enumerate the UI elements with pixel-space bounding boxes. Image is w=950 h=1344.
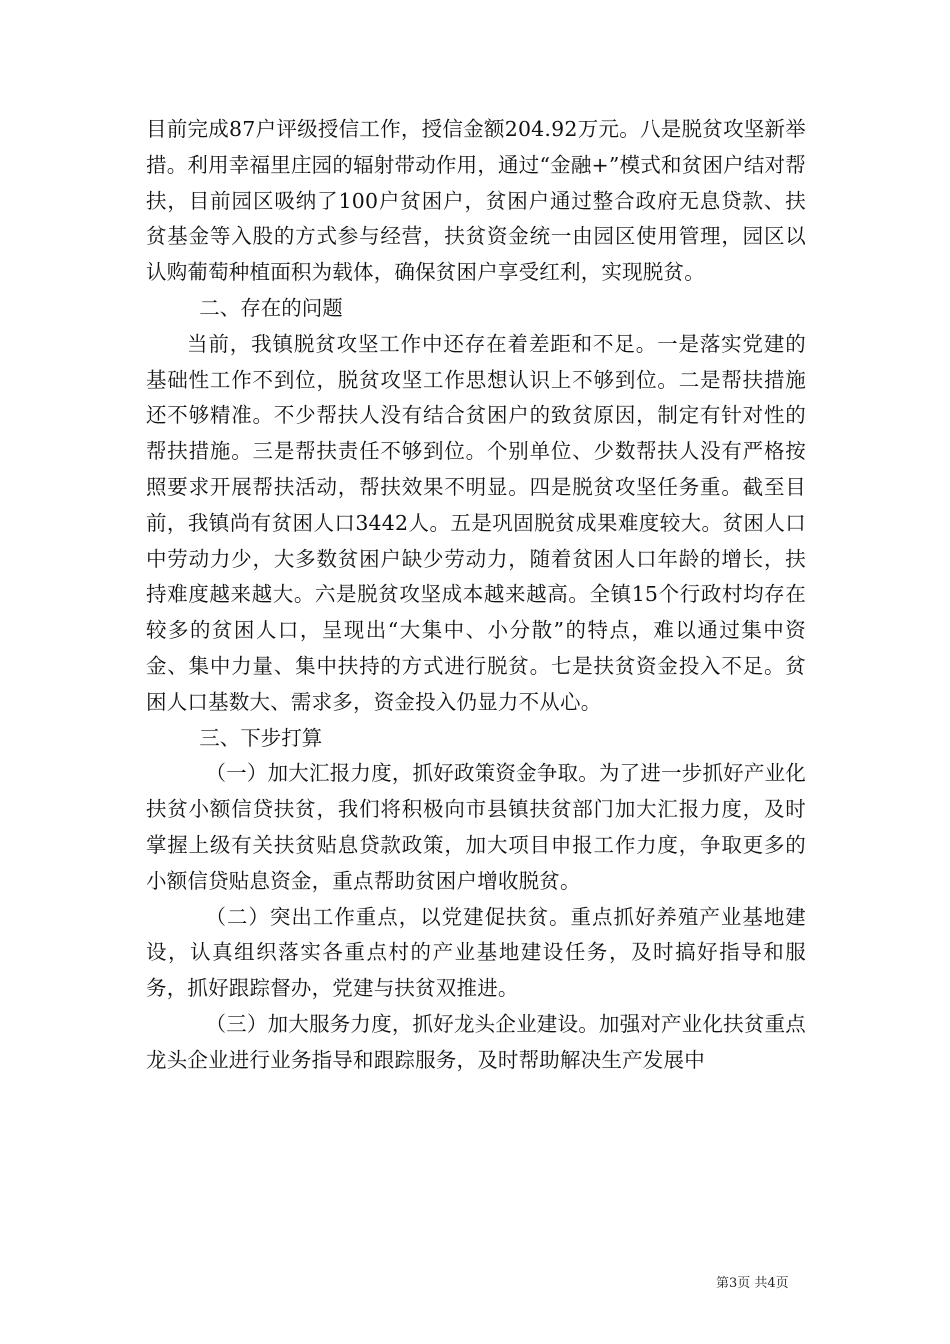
paragraph-plan-3: （三）加大服务力度，抓好龙头企业建设。加强对产业化扶贫重点龙头企业进行业务指导和跟踪服务，及时帮助解决生产发展中	[146, 1011, 806, 1072]
section-heading-plan: 三、下步打算	[199, 725, 323, 750]
paragraph-continuation: 目前完成87户评级授信工作，授信金额204.92万元。八是脱贫攻坚新举措。利用幸福里庄园的辐射带动作用，通过“金融+”模式和贫困户结对帮扶，目前园区吸纳了100户贫困户，贫困户通过整合政府无息贷款、扶贫基金等入股的方式参与经营，扶贫资金统一由园区使用管理，园区以认购葡萄种植面积为载体，确保贫困户享受红利，实现脱贫。	[146, 117, 806, 285]
paragraph-plan-2: （二）突出工作重点，以党建促扶贫。重点抓好养殖产业基地建设，认真组织落实各重点村的产业基地建设任务，及时搞好指导和服务，抓好跟踪督办，党建与扶贫双推进。	[146, 904, 806, 1001]
document-body	[146, 112, 806, 1079]
section-heading-problems: 二、存在的问题	[199, 295, 343, 320]
paragraph-problems: 当前，我镇脱贫攻坚工作中还存在着差距和不足。一是落实党建的基础性工作不到位，脱贫攻坚工作思想认识上不够到位。二是帮扶措施还不够精准。不少帮扶人没有结合贫困户的致贫原因，制定有针对性的帮扶措施。三是帮扶责任不够到位。个别单位、少数帮扶人没有严格按照要求开展帮扶活动，帮扶效果不明显。四是脱贫攻坚任务重。截至目前，我镇尚有贫困人口3442人。五是巩固脱贫成果难度较大。贫困人口中劳动力少，大多数贫困户缺少劳动力，随着贫困人口年龄的增长，扶持难度越来越大。六是脱贫攻坚成本越来越高。全镇15个行政村均存在较多的贫困人口，呈现出“大集中、小分散”的特点，难以通过集中资金、集中力量、集中扶持的方式进行脱贫。七是扶贫资金投入不足。贫困人口基数大、需求多，资金投入仍显力不从心。	[146, 331, 806, 714]
paragraph-plan-1: （一）加大汇报力度，抓好政策资金争取。为了进一步抓好产业化扶贫小额信贷扶贫，我们将积极向市县镇扶贫部门加大汇报力度，及时掌握上级有关扶贫贴息贷款政策，加大项目申报工作力度，争取更多的小额信贷贴息资金，重点帮助贫困户增收脱贫。	[146, 761, 806, 893]
page-number-footer: 第3页 共4页	[716, 1276, 789, 1291]
